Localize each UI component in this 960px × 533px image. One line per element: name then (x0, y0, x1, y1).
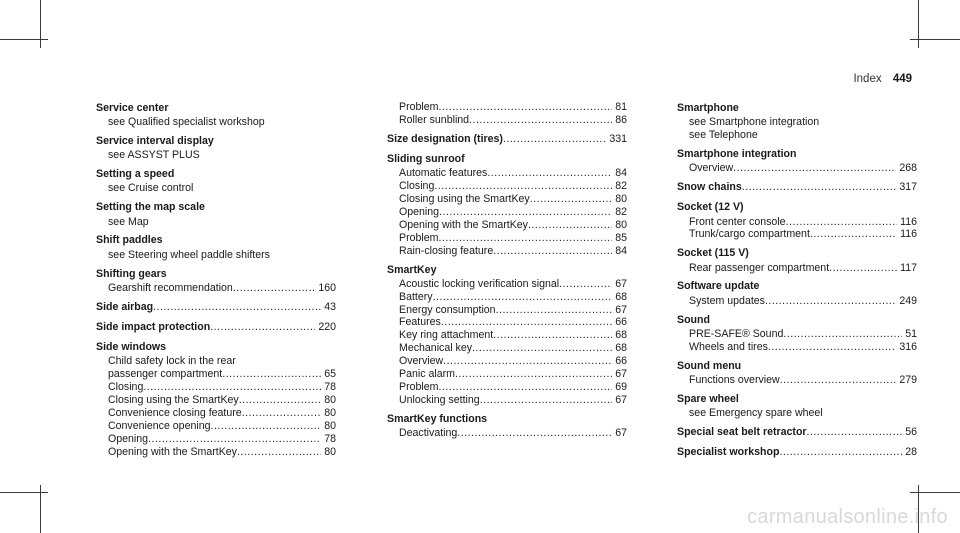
entry-label: Side airbag (96, 300, 154, 313)
dot-leader (807, 425, 903, 440)
index-heading: Service center (96, 102, 169, 114)
dot-leader (237, 446, 321, 459)
index-heading: Spare wheel (677, 392, 739, 405)
index-entry[interactable] (96, 300, 336, 315)
dot-leader (438, 381, 612, 394)
index-label: Index (853, 73, 882, 85)
index-heading: Setting the map scale (96, 201, 205, 214)
dot-leader (438, 101, 612, 114)
index-entry[interactable] (387, 304, 627, 317)
entry-label: System updates (689, 294, 765, 307)
entry-label: Functions overview (689, 373, 780, 386)
entry-label: Snow chains (677, 181, 742, 194)
entry-label: Roller sunblind (399, 113, 470, 126)
index-entry[interactable] (387, 193, 627, 206)
dot-leader (779, 445, 902, 460)
dot-leader (434, 180, 612, 193)
index-heading: Smartphone (677, 102, 739, 114)
entry-page: 43 (324, 300, 336, 313)
entry-page: 85 (615, 231, 627, 244)
entry-label: Specialist workshop (677, 446, 780, 458)
index-entry[interactable] (96, 394, 336, 407)
index-entry[interactable] (387, 101, 627, 114)
index-heading: Setting a speed (96, 168, 175, 181)
entry-label: Rain-closing feature (399, 244, 494, 257)
entry-page: 279 (899, 373, 917, 386)
dot-leader (472, 342, 612, 355)
index-entry[interactable] (387, 180, 627, 193)
dot-leader (810, 228, 897, 241)
entry-label: Front center console (689, 215, 786, 228)
index-entry[interactable] (387, 427, 627, 440)
dot-leader (503, 132, 606, 147)
entry-label: Closing (108, 381, 144, 394)
see-reference[interactable]: see Telephone (689, 129, 758, 142)
index-heading: Sound (677, 313, 710, 326)
entry-page: 67 (615, 393, 627, 406)
entry-page: 249 (899, 294, 917, 307)
entry-label: Mechanical key (399, 342, 473, 355)
index-heading: SmartKey functions (387, 412, 488, 425)
dot-leader (783, 328, 902, 341)
entry-page: 28 (905, 446, 917, 458)
entry-page: 80 (324, 406, 336, 419)
entry-label: Closing (399, 180, 435, 193)
index-entry[interactable] (96, 381, 336, 394)
entry-page: 67 (615, 427, 627, 440)
index-entry[interactable] (96, 355, 336, 381)
index-heading: Socket (115 V) (677, 247, 749, 260)
index-entry[interactable] (387, 245, 627, 258)
entry-label: Opening (399, 205, 440, 218)
index-heading: Software update (677, 280, 760, 293)
entry-label: Convenience opening (108, 419, 211, 432)
entry-page: 80 (615, 218, 627, 231)
dot-leader (829, 262, 897, 275)
dot-leader (559, 278, 612, 291)
index-entry[interactable] (387, 342, 627, 355)
see-reference[interactable]: see Smartphone integration (689, 116, 820, 129)
dot-leader (222, 368, 321, 381)
dot-leader (441, 316, 612, 329)
index-entry[interactable] (387, 132, 627, 147)
entry-label: Opening with the SmartKey (108, 445, 237, 458)
dot-leader (780, 374, 897, 387)
entry-page: 80 (615, 193, 627, 206)
entry-page: 67 (615, 368, 627, 381)
index-entry[interactable] (677, 180, 917, 195)
index-entry[interactable] (96, 420, 336, 433)
dot-leader (786, 216, 898, 229)
index-entry[interactable] (387, 114, 627, 127)
entry-page: 78 (324, 381, 336, 394)
entry-label: Problem (399, 231, 439, 244)
crop-mark (918, 0, 919, 48)
see-reference[interactable]: see Emergency spare wheel (689, 406, 823, 419)
index-entry[interactable] (677, 425, 917, 440)
entry-label: Energy consumption (399, 303, 496, 316)
index-entry[interactable] (677, 295, 917, 308)
index-heading: Service interval display (96, 135, 214, 148)
entry-label: Convenience closing feature (108, 406, 242, 419)
dot-leader (480, 394, 613, 407)
entry-label: Opening (108, 432, 149, 445)
entry-page: 86 (615, 113, 627, 126)
watermark: carmanualsonline.info (747, 506, 948, 528)
index-entry[interactable] (387, 232, 627, 245)
entry-page: 84 (615, 244, 627, 257)
index-column-3 (677, 101, 917, 460)
entry-label: Automatic features (399, 167, 488, 180)
dot-leader (487, 167, 612, 180)
entry-page: 160 (318, 281, 336, 294)
dot-leader (239, 394, 321, 407)
entry-page: 84 (615, 167, 627, 180)
dot-leader (457, 427, 612, 440)
entry-label: Side impact protection (96, 320, 211, 333)
index-entry[interactable] (96, 446, 336, 459)
index-entry[interactable] (387, 381, 627, 394)
index-heading: Sliding sunroof (387, 153, 465, 166)
entry-page: 67 (615, 277, 627, 290)
entry-page: 67 (615, 303, 627, 316)
entry-label: Size designation (tires) (387, 132, 503, 145)
index-entry[interactable] (677, 328, 917, 341)
entry-label: Closing using the SmartKey (108, 393, 239, 406)
index-heading: Sound menu (677, 359, 742, 372)
index-entry[interactable] (387, 206, 627, 219)
dot-leader (528, 219, 612, 232)
index-entry[interactable] (387, 278, 627, 291)
index-entry[interactable] (387, 291, 627, 304)
entry-label: Overview (689, 162, 734, 175)
index-entry[interactable] (677, 228, 917, 241)
entry-page: 82 (615, 205, 627, 218)
entry-page: 116 (900, 215, 917, 228)
dot-leader (143, 381, 321, 394)
entry-page: 80 (324, 445, 336, 458)
entry-page: 220 (318, 320, 336, 333)
entry-page: 78 (324, 432, 336, 445)
index-heading: Shifting gears (96, 267, 167, 280)
index-entry[interactable] (96, 407, 336, 420)
entry-label: Overview (399, 355, 444, 368)
index-entry[interactable] (387, 316, 627, 329)
index-entry[interactable] (96, 320, 336, 335)
entry-page: 66 (615, 355, 627, 368)
entry-page: 317 (899, 181, 917, 194)
index-entry[interactable] (677, 445, 917, 460)
entry-label: passenger compartment (108, 368, 223, 381)
index-heading: Smartphone integration (677, 148, 797, 161)
entry-page: 116 (900, 228, 917, 241)
entry-page: 65 (324, 368, 336, 381)
entry-label: Problem (399, 101, 439, 113)
see-reference[interactable]: see ASSYST PLUS (108, 149, 200, 162)
crop-mark (0, 492, 48, 493)
entry-label: Unlocking setting (399, 393, 480, 406)
entry-label: Special seat belt retractor (677, 425, 807, 438)
entry-page: 81 (615, 101, 627, 113)
entry-page: 51 (905, 327, 917, 340)
dot-leader (211, 420, 322, 433)
dot-leader (496, 304, 613, 317)
dot-leader (439, 206, 612, 219)
index-entry[interactable] (677, 341, 917, 354)
entry-label: Key ring attachment (399, 329, 494, 342)
dot-leader (493, 245, 612, 258)
entry-label: Opening with the SmartKey (399, 218, 528, 231)
dot-leader (765, 295, 896, 308)
see-reference[interactable]: see Cruise control (108, 182, 194, 195)
entry-label: Closing using the SmartKey (399, 193, 530, 206)
entry-page: 82 (615, 180, 627, 193)
entry-label: Acoustic locking verification signal (399, 277, 560, 290)
dot-leader (443, 355, 612, 368)
dot-leader (148, 433, 321, 446)
entry-label: PRE-SAFE® Sound (689, 327, 784, 340)
entry-page: 68 (615, 342, 627, 355)
entry-label: Rear passenger compartment (689, 261, 830, 274)
index-heading: Socket (12 V) (677, 201, 744, 214)
entry-label: Gearshift recommendation (108, 281, 233, 294)
index-entry[interactable] (96, 282, 336, 295)
crop-mark (0, 39, 48, 40)
index-heading: Side windows (96, 341, 167, 354)
dot-leader (455, 368, 612, 381)
entry-page: 80 (324, 419, 336, 432)
dot-leader (233, 282, 315, 295)
entry-page: 68 (615, 290, 627, 303)
index-entry[interactable] (387, 394, 627, 407)
index-column-2 (387, 101, 627, 440)
crop-mark (40, 0, 41, 48)
entry-page: 316 (899, 340, 917, 353)
dot-leader (438, 232, 612, 245)
index-column-1 (96, 101, 336, 459)
crop-mark (910, 39, 960, 40)
entry-page: 56 (905, 425, 917, 438)
index-entry[interactable] (677, 374, 917, 387)
index-entry[interactable] (387, 368, 627, 381)
index-entry[interactable] (387, 219, 627, 232)
entry-label: Problem (399, 381, 439, 394)
dot-leader (742, 180, 897, 195)
entry-label: Deactivating (399, 427, 458, 440)
entry-label: Battery (399, 290, 433, 303)
see-reference[interactable]: see Steering wheel paddle shifters (108, 248, 270, 261)
entry-page: 66 (615, 316, 627, 329)
page-number: 449 (892, 73, 912, 85)
see-reference[interactable]: see Qualified specialist workshop (108, 116, 265, 129)
dot-leader (153, 300, 321, 315)
dot-leader (493, 329, 612, 342)
index-entry[interactable] (96, 433, 336, 446)
index-entry[interactable] (677, 262, 917, 275)
entry-label: Panic alarm (399, 368, 455, 381)
dot-leader (530, 193, 612, 206)
entry-label-line2 (108, 368, 336, 381)
page-header (853, 73, 912, 85)
entry-label: Features (399, 316, 441, 329)
see-reference[interactable]: see Map (108, 215, 149, 228)
entry-label-line1: Child safety lock in the rear (108, 355, 236, 368)
dot-leader (469, 114, 612, 127)
entry-page: 331 (609, 132, 627, 145)
entry-page: 268 (899, 162, 917, 175)
entry-label: Wheels and tires (689, 340, 768, 353)
dot-leader (768, 341, 896, 354)
index-heading: Shift paddles (96, 234, 163, 247)
entry-page: 80 (324, 393, 336, 406)
index-entry[interactable] (677, 216, 917, 229)
entry-page: 68 (615, 329, 627, 342)
dot-leader (433, 291, 613, 304)
entry-page: 117 (900, 261, 917, 274)
index-entry[interactable] (387, 355, 627, 368)
dot-leader (210, 320, 315, 335)
entry-label: Trunk/cargo compartment (689, 228, 810, 241)
index-entry[interactable] (387, 329, 627, 342)
index-entry[interactable] (387, 167, 627, 180)
dot-leader (242, 407, 322, 420)
crop-mark (910, 492, 960, 493)
index-entry[interactable] (677, 162, 917, 175)
dot-leader (733, 162, 896, 175)
entry-page: 69 (615, 381, 627, 394)
index-heading: SmartKey (387, 263, 437, 276)
